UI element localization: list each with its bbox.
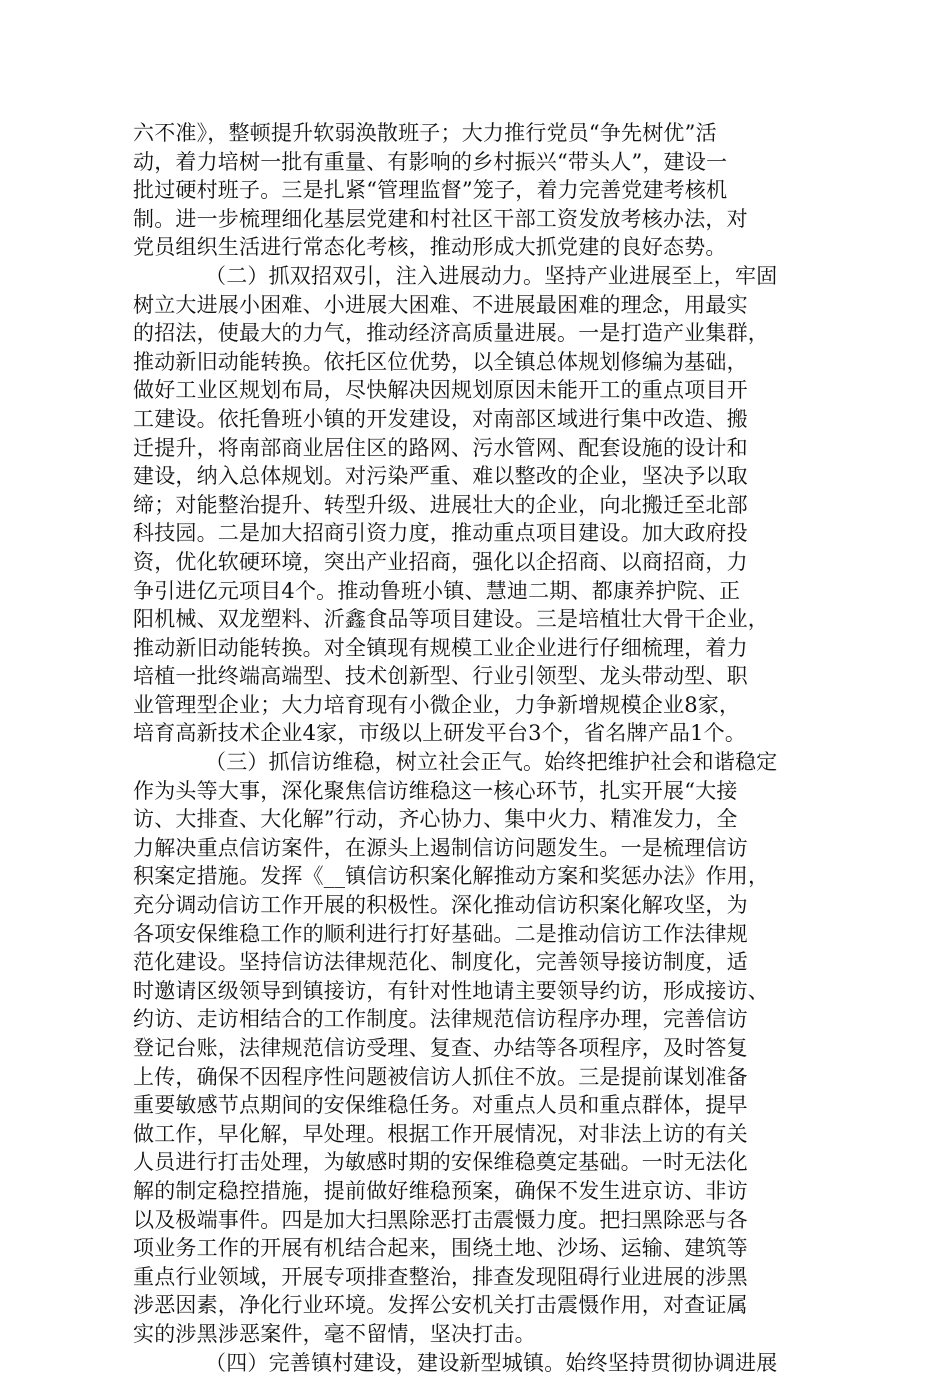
text-line: 争引进亿元项目4个。推动鲁班小镇、慧迪二期、都康养护院、正 (133, 578, 741, 603)
text-line: 资，优化软硬环境，突出产业招商，强化以企招商、以商招商，力 (133, 549, 748, 574)
text-line: 做好工业区规划布局，尽快解决因规划原因未能开工的重点项目开 (133, 378, 748, 403)
text-line: 作为头等大事，深化聚焦信访维稳这一核心环节，扎实开展“大接 (133, 778, 738, 803)
text-line: 制。进一步梳理细化基层党建和村社区干部工资发放考核办法，对 (133, 206, 748, 231)
text-line: 涉恶因素，净化行业环境。发挥公安机关打击震慑作用，对查证属 (133, 1293, 748, 1318)
text-line: 工建设。依托鲁班小镇的开发建设，对南部区域进行集中改造、搬 (133, 406, 748, 431)
paragraph-2-heading-line: （二）抓双招双引，注入进展动力。坚持产业进展至上，牢固 (205, 263, 778, 288)
text-line: 业管理型企业；大力培育现有小微企业，力争新增规模企业8家， (133, 692, 741, 717)
text-line: 积案定措施。发挥《__镇信访积案化解推动方案和奖惩办法》作用， (133, 864, 770, 889)
text-line: 树立大进展小困难、小进展大困难、不进展最困难的理念，用最实 (133, 292, 748, 317)
text-line: 推动新旧动能转换。依托区位优势，以全镇总体规划修编为基础， (133, 349, 748, 374)
text-line: 推动新旧动能转换。对全镇现有规模工业企业进行仔细梳理，着力 (133, 635, 748, 660)
text-line: 力解决重点信访案件，在源头上遏制信访问题发生。一是梳理信访 (133, 835, 748, 860)
text-line: 登记台账，法律规范信访受理、复查、办结等各项程序，及时答复 (133, 1036, 748, 1060)
text-line: 动，着力培树一批有重量、有影响的乡村振兴“带头人”，建设一 (133, 149, 728, 174)
text-line: 科技园。二是加大招商引资力度，推动重点项目建设。加大政府投 (133, 521, 748, 546)
text-line: 缔；对能整治提升、转型升级、进展壮大的企业，向北搬迁至北部 (133, 492, 748, 517)
text-line: 迁提升，将南部商业居住区的路网、污水管网、配套设施的设计和 (133, 435, 748, 460)
text-line: 项业务工作的开展有机结合起来，围绕土地、沙场、运输、建筑等 (133, 1236, 748, 1261)
text-line: 六不准》，整顿提升软弱涣散班子；大力推行党员“争先树优”活 (133, 121, 717, 145)
text-line: 的招法，使最大的力气，推动经济高质量进展。一是打造产业集群， (133, 321, 769, 346)
text-line: 上传，确保不因程序性问题被信访人抓住不放。三是提前谋划准备 (133, 1064, 748, 1089)
text-line: 充分调动信访工作开展的积极性。深化推动信访积案化解攻坚，为 (133, 893, 748, 918)
text-line: 重点行业领域，开展专项排查整治，排查发现阻碍行业进展的涉黑 (133, 1264, 748, 1289)
text-line: 重要敏感节点期间的安保维稳任务。对重点人员和重点群体，提早 (133, 1093, 748, 1118)
text-line: 人员进行打击处理，为敏感时期的安保维稳奠定基础。一时无法化 (133, 1150, 748, 1175)
paragraph-3-heading-line: （三）抓信访维稳，树立社会正气。始终把维护社会和谐稳定 (205, 750, 778, 775)
text-line: 党员组织生活进行常态化考核，推动形成大抓党建的良好态势。 (133, 235, 727, 260)
text-line: 各项安保维稳工作的顺利进行打好基础。二是推动信访工作法律规 (133, 921, 748, 946)
text-line: 培育高新技术企业4家，市级以上研发平台3个，省名牌产品1个。 (133, 721, 747, 746)
text-line: 阳机械、双龙塑料、沂鑫食品等项目建设。三是培植壮大骨干企业， (133, 607, 769, 632)
paragraph-4-heading-line: （四）完善镇村建设，建设新型城镇。始终坚持贯彻协调进展 (205, 1350, 778, 1375)
text-line: 访、大排查、大化解”行动，齐心协力、集中火力、精准发力，全 (133, 807, 738, 832)
text-line: 做工作，早化解，早处理。根据工作开展情况，对非法上访的有关 (133, 1121, 748, 1146)
text-line: 范化建设。坚持信访法律规范化、制度化，完善领导接访制度，适 (133, 950, 748, 975)
text-line: 约访、走访相结合的工作制度。法律规范信访程序办理，完善信访 (133, 1007, 748, 1032)
text-line: 时邀请区级领导到镇接访，有针对性地请主要领导约访，形成接访、 (133, 978, 769, 1003)
text-line: 批过硬村班子。三是扎紧“管理监督”笼子，着力完善党建考核机 (133, 178, 728, 203)
text-line: 解的制定稳控措施，提前做好维稳预案，确保不发生进京访、非访 (133, 1178, 748, 1203)
document-body (133, 119, 823, 1377)
text-line: 实的涉黑涉恶案件，毫不留情，坚决打击。 (133, 1321, 536, 1346)
text-line: 培植一批终端高端型、技术创新型、行业引领型、龙头带动型、职 (133, 664, 748, 689)
text-line: 建设，纳入总体规划。对污染严重、难以整改的企业，坚决予以取 (133, 464, 748, 489)
text-line: 以及极端事件。四是加大扫黑除恶打击震慑力度。把扫黑除恶与各 (133, 1207, 748, 1232)
